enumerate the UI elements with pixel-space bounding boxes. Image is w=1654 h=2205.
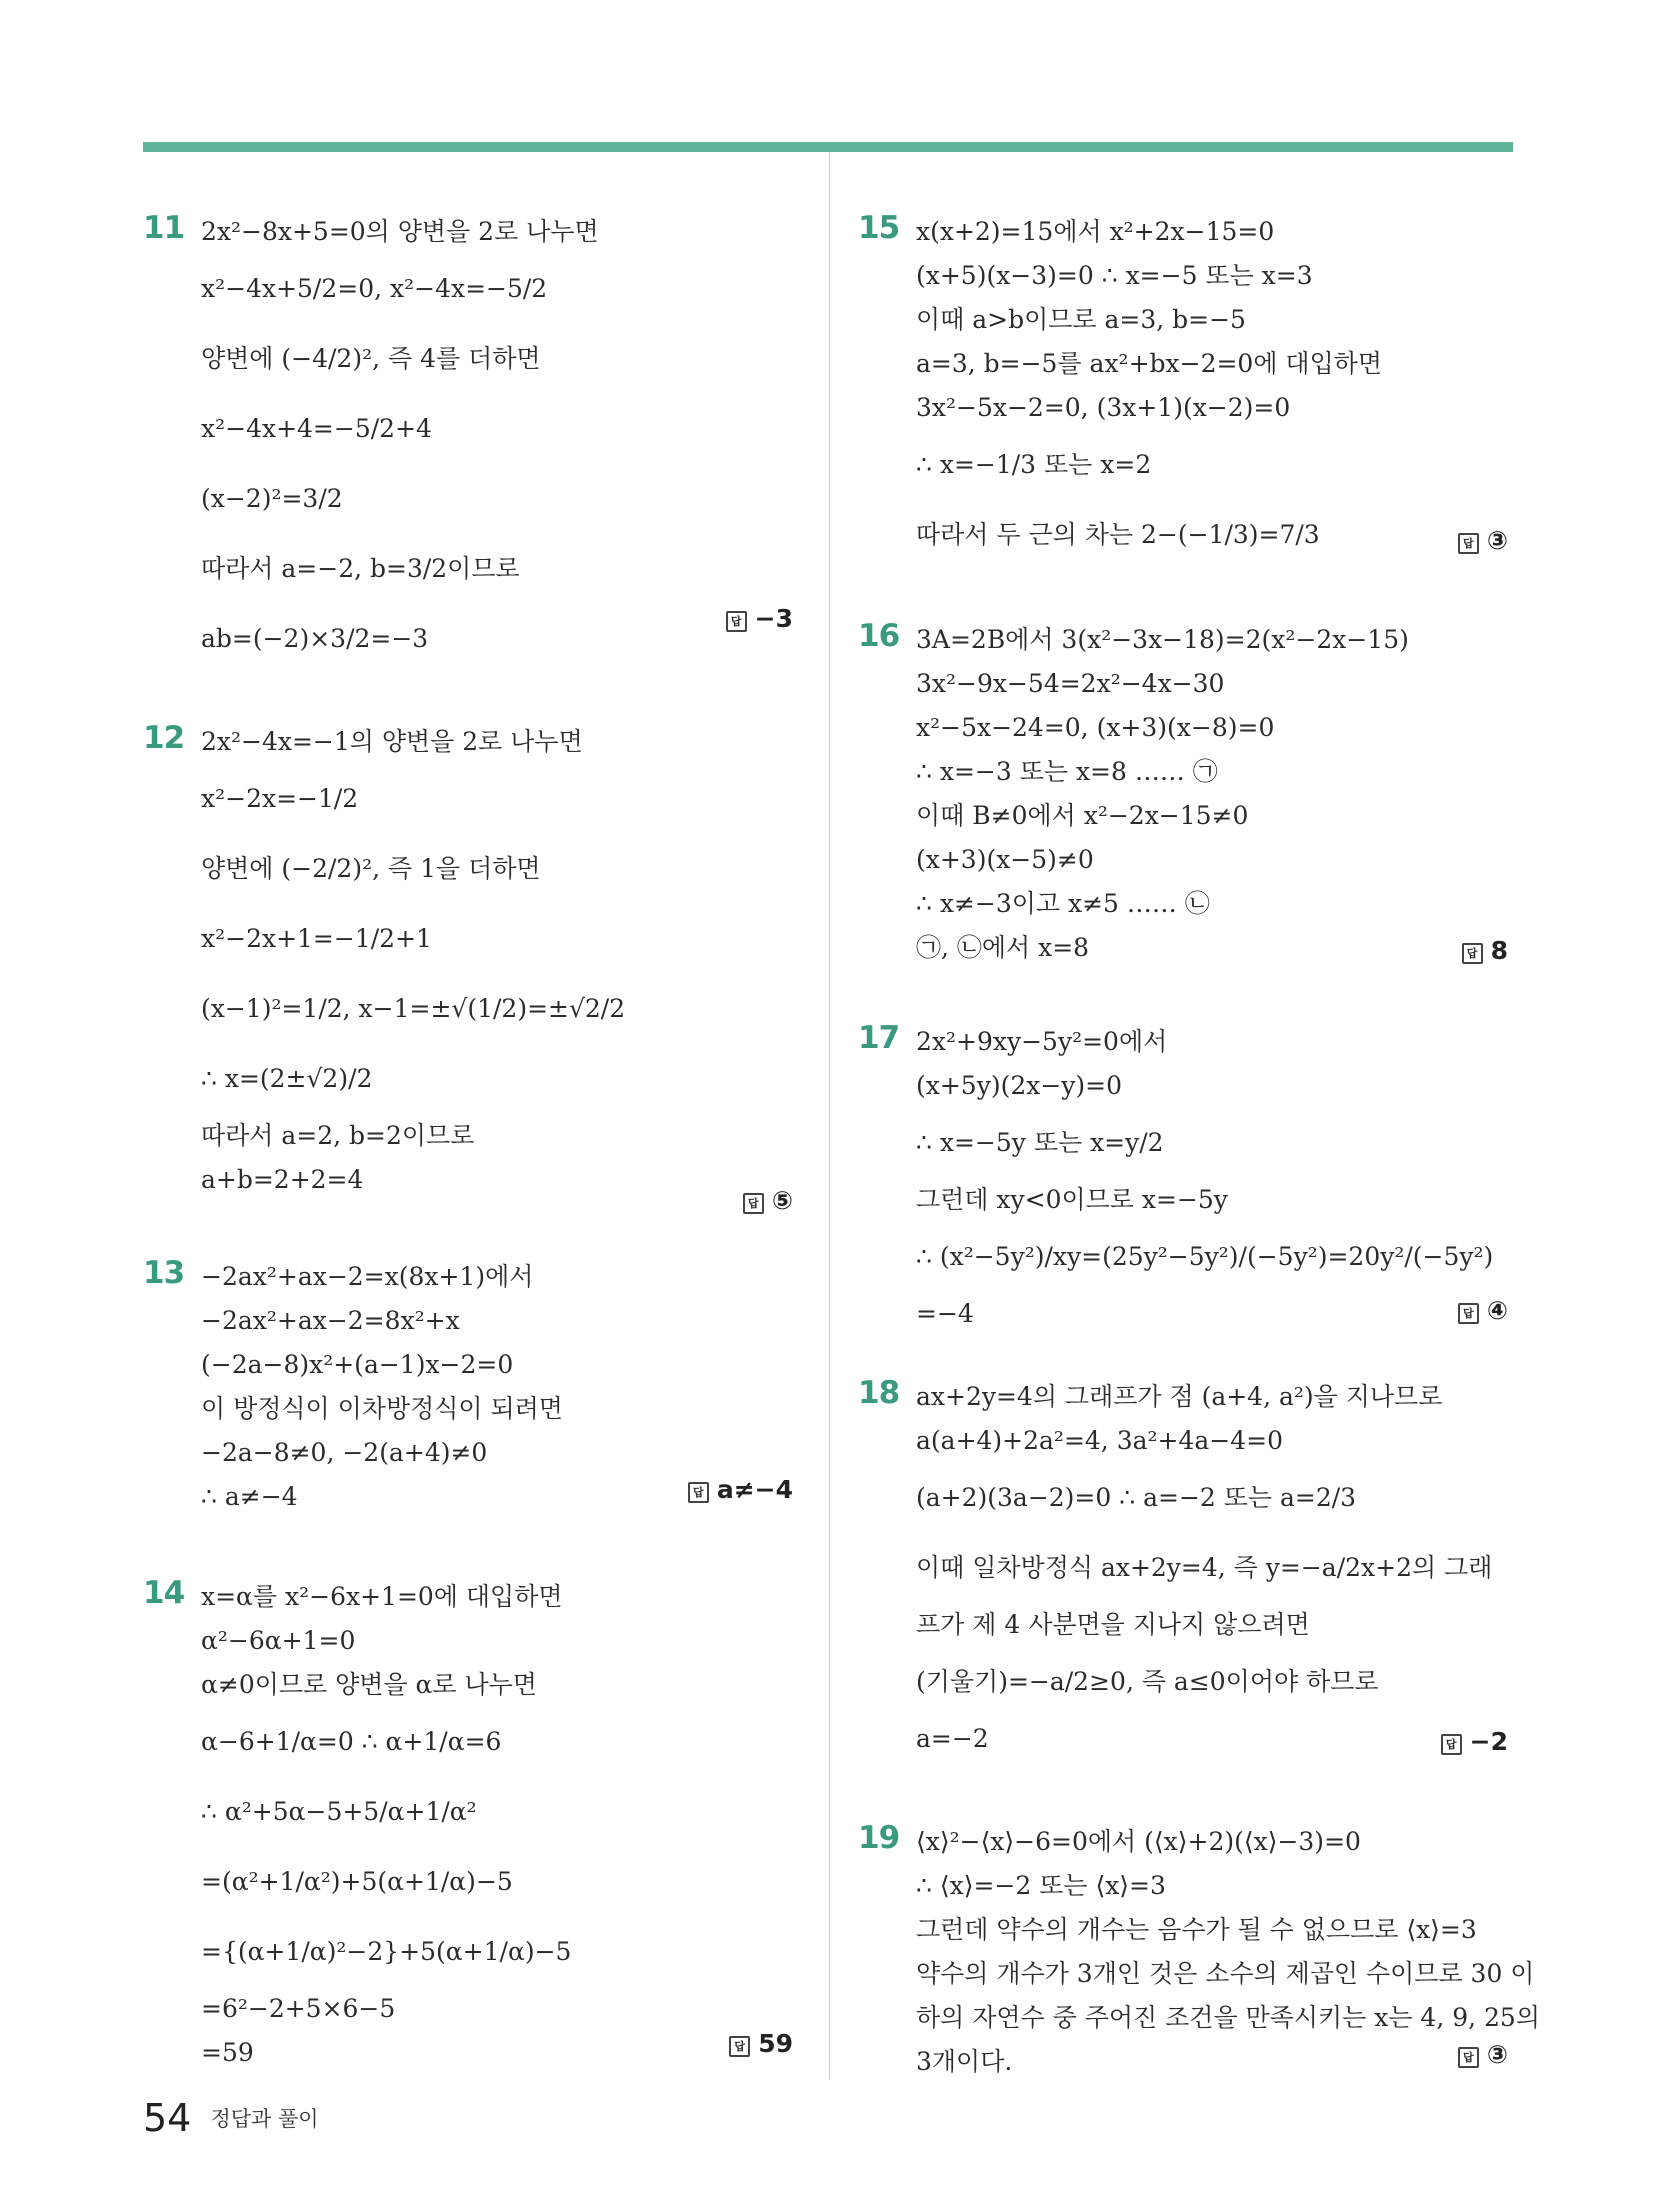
- answer-badge: [743, 1186, 793, 1215]
- solution-lines: [201, 210, 793, 674]
- solution-line: 따라서 두 근의 차는 2−(−1/3)=7/3: [916, 520, 1320, 549]
- solution-line: 하의 자연수 중 주어진 조건을 만족시키는 x는 4, 9, 25의: [916, 2003, 1540, 2032]
- answer-mark-icon: 답: [1462, 943, 1483, 964]
- answer-value: ④: [1486, 1296, 1508, 1325]
- answer-mark-icon: 답: [688, 1482, 709, 1503]
- solution-line: (x+5)(x−3)=0 ∴ x=−5 또는 x=3: [916, 261, 1313, 290]
- solution-line: =(α²+1/α²)+5(α+1/α)−5: [201, 1867, 513, 1896]
- answer-badge: [726, 604, 793, 633]
- solution-line: ∴ x=−5y 또는 x=y/2: [916, 1128, 1164, 1157]
- answer-mark-icon: 답: [1458, 533, 1479, 554]
- solution-line: =−4: [916, 1299, 974, 1328]
- solution-line: 이때 B≠0에서 x²−2x−15≠0: [916, 801, 1249, 830]
- solution-line: ∴ x=−1/3 또는 x=2: [916, 450, 1152, 479]
- solution-line: a=−2: [916, 1724, 989, 1753]
- solution-line: a=3, b=−5를 ax²+bx−2=0에 대입하면: [916, 349, 1383, 378]
- solution-line: (기울기)=−a/2≥0, 즉 a≤0이어야 하므로: [916, 1667, 1379, 1696]
- solution-lines: [916, 1020, 1508, 1336]
- solution-line: 따라서 a=2, b=2이므로: [201, 1121, 475, 1150]
- solution-line: ㉠, ㉡에서 x=8: [916, 933, 1090, 962]
- solution-line: =6²−2+5×6−5: [201, 1994, 396, 2023]
- solution-line: x²−2x=−1/2: [201, 784, 359, 813]
- solution-line: 양변에 (−4/2)², 즉 4를 더하면: [201, 344, 541, 373]
- solution-line: ∴ ⟨x⟩=−2 또는 ⟨x⟩=3: [916, 1871, 1166, 1900]
- answer-value: 59: [758, 2029, 793, 2058]
- solution-line: 이때 a>b이므로 a=3, b=−5: [916, 305, 1246, 334]
- solution-line: ={(α+1/α)²−2}+5(α+1/α)−5: [201, 1937, 572, 1966]
- solution-line: ∴ α²+5α−5+5/α+1/α²: [201, 1797, 477, 1826]
- solution-lines: [201, 720, 793, 1202]
- solution-line: 그런데 약수의 개수는 음수가 될 수 없으므로 ⟨x⟩=3: [916, 1915, 1477, 1944]
- top-rule: [143, 142, 1513, 152]
- problem-number: 14: [143, 1575, 185, 1611]
- solution-line: ab=(−2)×3/2=−3: [201, 624, 429, 653]
- answer-mark-icon: 답: [743, 1193, 764, 1214]
- solution-line: 3A=2B에서 3(x²−3x−18)=2(x²−2x−15): [916, 625, 1409, 654]
- problem-number: 19: [858, 1820, 900, 1856]
- solution-line: 3x²−9x−54=2x²−4x−30: [916, 669, 1225, 698]
- answer-value: ⑤: [771, 1186, 793, 1215]
- problem-number: 17: [858, 1020, 900, 1056]
- solution-line: ∴ a≠−4: [201, 1482, 298, 1511]
- solution-line: 양변에 (−2/2)², 즉 1을 더하면: [201, 854, 541, 883]
- answer-mark-icon: 답: [1458, 1303, 1479, 1324]
- solution-line: ∴ (x²−5y²)/xy=(25y²−5y²)/(−5y²)=20y²/(−5y²): [916, 1242, 1494, 1271]
- answer-mark-icon: 답: [1441, 1734, 1462, 1755]
- solution-line: 이때 일차방정식 ax+2y=4, 즉 y=−a/2x+2의 그래: [916, 1553, 1493, 1582]
- problem-number: 18: [858, 1375, 900, 1411]
- problem-number: 15: [858, 210, 900, 246]
- problem-number: 11: [143, 210, 185, 246]
- solution-line: x(x+2)=15에서 x²+2x−15=0: [916, 217, 1275, 246]
- solution-line: 2x²+9xy−5y²=0에서: [916, 1027, 1168, 1056]
- solution-line: −2ax²+ax−2=x(8x+1)에서: [201, 1262, 534, 1291]
- solution-line: x²−5x−24=0, (x+3)(x−8)=0: [916, 713, 1275, 742]
- solution-line: ∴ x≠−3이고 x≠5 …… ㉡: [916, 889, 1210, 918]
- answer-value: 8: [1490, 936, 1508, 965]
- answer-value: −3: [754, 604, 793, 633]
- answer-mark-icon: 답: [726, 611, 747, 632]
- solution-line: −2ax²+ax−2=8x²+x: [201, 1306, 460, 1335]
- section-title: 정답과 풀이: [210, 2107, 319, 2131]
- solution-line: (x−1)²=1/2, x−1=±√(1/2)=±√2/2: [201, 994, 626, 1023]
- page-footer: [143, 2096, 319, 2140]
- solution-line: 3개이다.: [916, 2047, 1013, 2076]
- answer-badge: [1458, 1296, 1508, 1325]
- answer-badge: [1462, 936, 1508, 965]
- solution-line: (a+2)(3a−2)=0 ∴ a=−2 또는 a=2/3: [916, 1483, 1357, 1512]
- solution-line: 그런데 xy<0이므로 x=−5y: [916, 1185, 1228, 1214]
- column-divider: [829, 152, 830, 2080]
- solution-line: ∴ x=(2±√2)/2: [201, 1064, 373, 1093]
- solution-line: −2a−8≠0, −2(a+4)≠0: [201, 1438, 488, 1467]
- solution-line: (x+3)(x−5)≠0: [916, 845, 1094, 874]
- problem-number: 13: [143, 1255, 185, 1291]
- solution-line: 3x²−5x−2=0, (3x+1)(x−2)=0: [916, 393, 1291, 422]
- solution-line: (x+5y)(2x−y)=0: [916, 1071, 1123, 1100]
- answer-badge: [1458, 2040, 1508, 2069]
- solution-line: 2x²−4x=−1의 양변을 2로 나누면: [201, 727, 583, 756]
- answer-badge: [729, 2029, 793, 2058]
- solution-line: 이 방정식이 이차방정식이 되려면: [201, 1394, 563, 1423]
- solution-line: α≠0이므로 양변을 α로 나누면: [201, 1670, 537, 1699]
- answer-mark-icon: 답: [1458, 2047, 1479, 2068]
- solution-line: 2x²−8x+5=0의 양변을 2로 나누면: [201, 217, 599, 246]
- solution-lines: [916, 210, 1508, 570]
- solution-line: 프가 제 4 사분면을 지나지 않으려면: [916, 1610, 1310, 1639]
- answer-value: a≠−4: [716, 1475, 793, 1504]
- solution-lines: [201, 1575, 793, 2075]
- answer-badge: [1441, 1727, 1508, 1756]
- solution-line: =59: [201, 2038, 254, 2067]
- solution-line: x²−4x+4=−5/2+4: [201, 414, 432, 443]
- solution-line: x²−2x+1=−1/2+1: [201, 924, 432, 953]
- answer-badge: [1458, 526, 1508, 555]
- solution-line: 따라서 a=−2, b=3/2이므로: [201, 554, 520, 583]
- solution-line: ax+2y=4의 그래프가 점 (a+4, a²)을 지나므로: [916, 1382, 1443, 1411]
- solution-line: ⟨x⟩²−⟨x⟩−6=0에서 (⟨x⟩+2)(⟨x⟩−3)=0: [916, 1827, 1361, 1856]
- answer-value: ③: [1486, 526, 1508, 555]
- answer-value: ③: [1486, 2040, 1508, 2069]
- solution-lines: [916, 618, 1508, 970]
- solution-lines: [916, 1375, 1508, 1761]
- problem-number: 16: [858, 618, 900, 654]
- solution-line: α−6+1/α=0 ∴ α+1/α=6: [201, 1727, 502, 1756]
- solution-line: x=α를 x²−6x+1=0에 대입하면: [201, 1582, 563, 1611]
- solution-line: ∴ x=−3 또는 x=8 …… ㉠: [916, 757, 1218, 786]
- answer-mark-icon: 답: [729, 2036, 750, 2057]
- solution-line: a(a+4)+2a²=4, 3a²+4a−4=0: [916, 1426, 1283, 1455]
- page-number: 54: [143, 2096, 192, 2140]
- answer-badge: [688, 1475, 793, 1504]
- solution-line: (x−2)²=3/2: [201, 484, 343, 513]
- solution-line: α²−6α+1=0: [201, 1626, 356, 1655]
- solution-lines: [916, 1820, 1540, 2084]
- problem-number: 12: [143, 720, 185, 756]
- answer-value: −2: [1469, 1727, 1508, 1756]
- solution-line: 약수의 개수가 3개인 것은 소수의 제곱인 수이므로 30 이: [916, 1959, 1535, 1988]
- solution-line: x²−4x+5/2=0, x²−4x=−5/2: [201, 274, 548, 303]
- solution-line: a+b=2+2=4: [201, 1165, 364, 1194]
- solution-line: (−2a−8)x²+(a−1)x−2=0: [201, 1350, 514, 1379]
